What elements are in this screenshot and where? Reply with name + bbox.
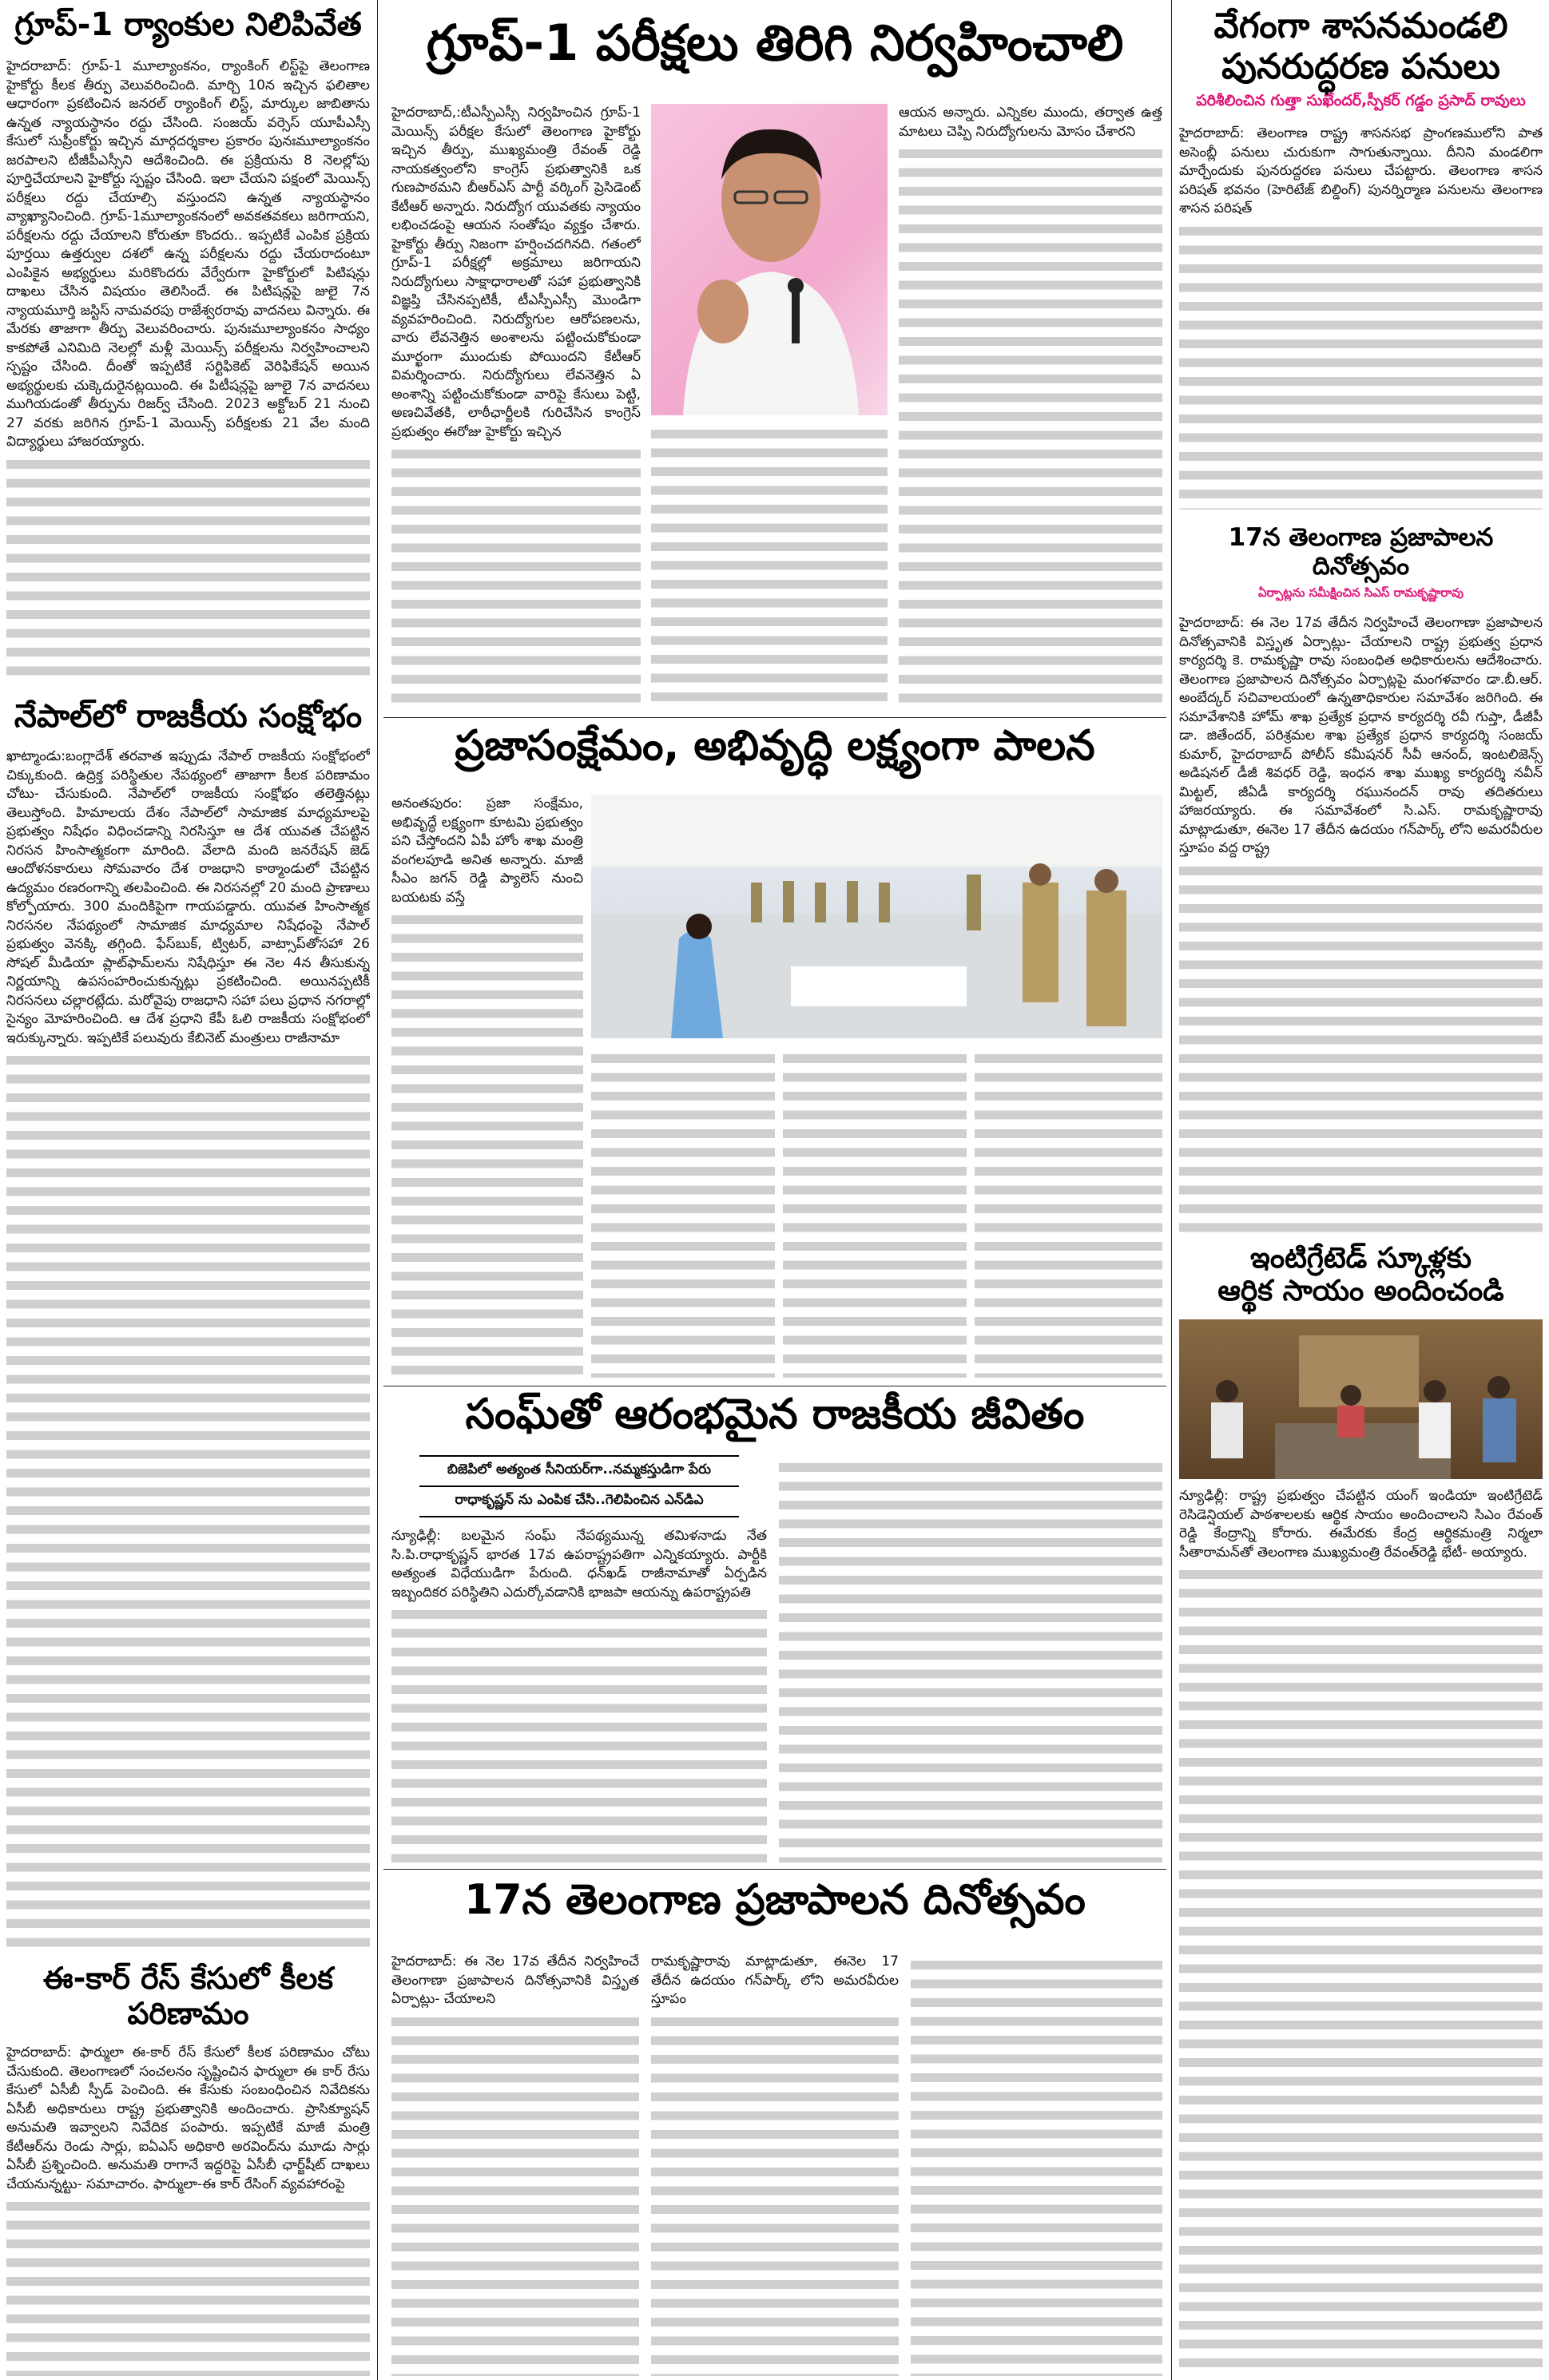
- article-group1-exam-col3: [899, 104, 1162, 711]
- headline: ఇంటిగ్రేటెడ్ స్కూళ్లకు: [1250, 1242, 1472, 1275]
- kicker-line: బిజెపిలో అత్యంత సీనియర్‌గా..నమ్మకస్తుడిగా పేరు: [447, 1462, 712, 1478]
- anitha-event-photo: [591, 795, 1162, 1038]
- article-body: హైదరాబాద్: ఫార్ములా ఈ-కార్ రేస్ కేసులో కీలక పరిణామం చోటు చేసుకుంది. తెలంగాణలో సంచలనం సృష్టించిన ఫార్ములా ఈ కార్ రేసు కేసులో ఏసీబీ స్పీడ్ పెంచింది. ఈ కేసుకు సంబంధించిన నివేదికను ఏసీబీ అధికారులు రాష్ట్ర ప్రభుత్వానికి అందించారు. ప్రాసిక్యూషన్ అనుమతి ఇవ్వాలని నివేదిక పంపారు. ఇప్పటికే మాజీ మంత్రి కేటీఆర్‌ను రెండు సార్లు, ఐఏఎస్ అధికారి అరవింద్‌ను మూడు సార్లు ఏసీబీ ప్రశ్నించింది. అనుమతి రాగానే ఇద్దరిపై ఏసీబీ ఛార్జ్‌షీట్ దాఖలు చేయనున్నట్టు- సమాచారం. ఫార్ములా-ఈ కార్ రేసింగ్ వ్యవహారంపై: [6, 2045, 370, 2192]
- section-divider: [383, 717, 1166, 718]
- column-divider: [377, 0, 378, 2380]
- article-body: హైదరాబాద్,:టీఎస్పీఎస్సీ నిర్వహించిన గ్రూప్-1 మెయిన్స్ పరీక్షల కేసులో తెలంగాణ హైకోర్టు ఇచ్చిన తీర్పు, ముఖ్యమంత్రి రేవంత్ రెడ్డి నాయకత్వంలోని కాంగ్రెస్ ప్రభుత్వానికి ఒక గుణపాఠమని బీఆర్ఎస్ పార్టీ వర్కింగ్ ప్రెసిడెంట్ కేటీఆర్ అన్నారు. నిరుద్యోగ యువతకు న్యాయం లభించడంపై ఆయన సంతోషం వ్యక్తం చేశారు. హైకోర్టు తీర్పు నిజంగా హర్షించదగినది. గతంలో గ్రూప్-1 పరీక్షల్లో అక్రమాలు జరిగాయని నిరుద్యోగులు సాక్షాధారాలతో సహా ప్రభుత్వానికి విజ్ఞప్తి చేసినప్పటికీ, టీఎస్పీఎస్సీ మొండిగా వ్యవహరించింది. నిరుద్యోగుల ఆరోపణలను, వారు లేవనెత్తిన అంశాలను పట్టించుకోకుండా మూర్ఖంగా ముందుకు పోయిందని కేటీఆర్ విమర్శించారు. నిరుద్యోగులు లేవనెత్తిన ఏ అంశాన్ని పట్టించుకోకుండా వారిపై కేసులు పెట్టి, అణచివేతకి, లాఠీఛార్జీలకి గురిచేసిన కాంగ్రెస్ ప్రభుత్వం ఈరోజు హైకోర్టు ఇచ్చిన: [391, 105, 641, 440]
- body-text-continued: [911, 1956, 1162, 2376]
- body-text-continued: [6, 2197, 370, 2376]
- body-text-continued: [651, 2013, 899, 2377]
- headline-welfare: ప్రజాసంక్షేమం, అభివృద్ధి లక్ష్యంగా పాలన: [455, 722, 1095, 770]
- headline: నేపాల్‌లో రాజకీయ సంక్షోభం: [14, 698, 363, 735]
- body-text-continued: [591, 1049, 775, 1378]
- article-group1-ranks: [6, 6, 370, 685]
- column-divider: [1171, 0, 1172, 2380]
- article-body: హైదరాబాద్: ఈ నెల 17వ తేదీన నిర్వహించే తెలంగాణా ప్రజాపాలన దినోత్సవానికి విస్తృత ఏర్పాట్లు- చేయాలని: [391, 1954, 639, 2007]
- article-group1-exam-col2: [651, 422, 888, 711]
- headline: గ్రూప్-1 ర్యాంకుల నిలిపివేత: [14, 6, 362, 43]
- body-text-continued: [783, 1049, 967, 1378]
- article-body: న్యూఢిల్లీ: బలమైన సంఘ్ నేపథ్యమున్న తమిళనాడు నేత సి.పి.రాధాకృష్ణన్ భారత 17వ ఉపరాష్ట్రపతిగా ఎన్నికయ్యారు. పార్టీకి అత్యంత విధేయుడిగా పేరుంది. ధన్‌ఖడ్ రాజీనామాతో ఏర్పడిన ఇబ్బందికర పరిస్థితిని ఎదుర్కోవడానికి భాజపా ఆయన్ను ఉపరాష్ట్రపతి: [391, 1528, 767, 1601]
- headline-sangh: సంఘ్‌తో ఆరంభమైన రాజకీయ జీవితం: [465, 1390, 1085, 1438]
- body-text-continued: [6, 1051, 370, 1947]
- article-body: హైదరాబాద్: గ్రూప్-1 మూల్యాంకనం, ర్యాంకింగ్ లిస్ట్‌పై తెలంగాణ హైకోర్టు కీలక తీర్పు వెలువరించింది. మార్చి 10న ఇచ్చిన ఫలితాల ఆధారంగా ప్రకటించిన జనరల్ ర్యాంకింగ్ లిస్ట్, మార్కుల జాబితాను ఉన్నత న్యాయస్థానం రద్దు చేసింది. సంజయ్ వర్సెస్ యూపీఎస్సీ కేసులో సుప్రీంకోర్టు ఇచ్చిన మార్గదర్శకాల ప్రకారం పునఃమూల్యాంకనం జరపాలని టీజీపీఎస్సీని ఆదేశించింది. ఈ ప్రక్రియను 8 నెలల్లోపు పూర్తిచేయాలని హైకోర్టు స్పష్టం చేసింది. ఇలా చేయని పక్షంలో మెయిన్స్ పరీక్షలు రద్దు చేయాల్సి వస్తుందని ఉన్నత న్యాయస్థానం వ్యాఖ్యానించింది. గ్రూప్-1మూల్యాంకనంలో అవకతవకలు జరిగాయని, పరీక్షలను రద్దు చేయాలని కోరుతూ కొందరు.. ఇప్పటికే ఎంపిక ప్రక్రియ పూర్తయి ఉత్తర్వుల దశలో ఉన్న పరీక్షలను రద్దు చేయరాదంటూ ఎంపికైన అభ్యర్థులు మరికొందరు వేర్వేరుగా హైకోర్టులో పిటిషన్లు దాఖలు చేసిన విషయం తెలిసిందే. ఈ పిటిషన్లపై జులై 7న న్యాయమూర్తి జస్టిస్ నామవరపు రాజేశ్వరరావు వాదనలు విన్నారు. ఈ మేరకు తాజాగా తీర్పు వెలువరించారు. పునఃమూల్యాంకనం సాధ్యం కాకపోతే ఎనిమిది నెలల్లో మళ్లీ మెయిన్స్ పరీక్షలను నిర్వహించాలని స్పష్టం చేసింది. దీంతో ఇప్పటికే సర్టిఫికెట్ వెరిఫికేషన్ అయిన అభ్యర్థులకు చుక్కెదురైనట్లయింది. ఈ పిటీషన్లపై జూలై 7న వాదనలు ముగియడంతో తీర్పును రిజర్వ్ చేసింది. 2023 అక్టోబర్ 21 నుంచి 27 వరకు జరిగిన గ్రూప్-1 మెయిన్స్ పరీక్షలకు 21 వేల మంది విద్యార్థులు హాజరయ్యారు.: [6, 58, 370, 450]
- article-body: ఖాట్మాండు:బంగ్లాదేశ్ తరవాత ఇప్పుడు నేపాల్ రాజకీయ సంక్షోభంలో చిక్కుకుంది. ఉద్రిక్త పరిస్థితుల నేపథ్యంలో తాజాగా కీలక పరిణామం చోటు- చేసుకుంది. నేపాల్‌లో రాజకీయ సంక్షోభం తలెత్తినట్లు తెలుస్తోంది. హిమాలయ దేశం నేపాల్‌లో సామాజిక మాధ్యమాలపై ప్రభుత్వం నిషేధం విధించడాన్ని నిరసిస్తూ ఆ దేశ యువత చేపట్టిన నిరసన హింసాత్మకంగా మారింది. వేలాది మంది జనరేషన్ జెడ్ ఆందోళనకారులు సోమవారం దేశ రాజధాని కాఠ్మాండులో చేపట్టిన ఉద్యమం రణరంగాన్ని తలపించింది. ఈ నిరసనల్లో 20 మంది ప్రాణాలు కోల్పోయారు. 300 మందికిపైగా గాయపడ్డారు. యువత హింసాత్మక నిరసనల నేపథ్యంలో సామాజిక మాధ్యమాల నిషేధంపై నేపాల్ ప్రభుత్వం వెనక్కి తగ్గింది. ఫేస్‌బుక్, ట్విటర్, వాట్సాప్‌తోసహా 26 సోషల్ మీడియా ప్లాట్‌ఫామ్‌లను నిషేధిస్తూ ఈ నెల 4న తీసుకున్న నిర్ణయాన్ని ఉపసంహరించుకున్నట్లు ప్రకటించింది. అయినప్పటికీ నిరసనలు చల్లారట్లేదు. మరోవైపు రాజధాని సహా పలు ప్రధాన నగరాల్లో సైన్యం మోహరించింది. ఆ దేశ ప్రధాని కేపీ ఓలి రాజకీయ సంక్షోభంలో ఇరుక్కున్నారు. ఇప్పటికే పలువురు కేబినెట్ మంత్రులు రాజీనామా: [6, 748, 370, 1046]
- article-body: హైదరాబాద్: తెలంగాణ రాష్ట్ర శాసనసభ ప్రాంగణములోని పాత అసెంబ్లీ పనులు చురుకుగా సాగుతున్నాయి. దీనిని మండలిగా మార్చేందుకు పునరుద్దరణ పనులు చేపట్టారు. తెలంగాణ శాసన పరిషత్ భవనం (హెరిటేజ్ బిల్డింగ్) పునర్నిర్మాణ పనులను తెలంగాణ శాసన పరిషత్: [1179, 125, 1543, 217]
- body-text-continued: [6, 455, 370, 686]
- article-welfare-col3: [783, 1046, 967, 1378]
- article-council: [1179, 6, 1543, 510]
- article-praja-palana-col2: [651, 1953, 899, 2376]
- headline: వేగంగా శాసనమండలి పునరుద్ధరణ పనులు: [1213, 6, 1508, 87]
- body-text-continued: [1179, 1565, 1543, 2376]
- body-text-continued: [391, 910, 583, 1378]
- article-group1-exam-col1: [391, 104, 641, 711]
- body-text-continued: [1179, 222, 1543, 510]
- cm-meeting-photo: [1179, 1319, 1543, 1479]
- article-ecar-race: [6, 1957, 370, 2376]
- headline-praja-palana: 17న తెలంగాణ ప్రజాపాలన దినోత్సవం: [464, 1876, 1086, 1924]
- subheadline: పరిశీలించిన గుత్తా సుఖేందర్,స్పీకర్ గడ్డం ప్రసాద్ రావులు: [1196, 92, 1526, 110]
- headline: ఈ-కార్ రేస్ కేసులో కీలక పరిణామం: [42, 1961, 334, 2031]
- body-text-continued: [779, 1458, 1162, 1862]
- article-sangh-col2: [779, 1455, 1162, 1862]
- subheadline: ఏర్పాట్లను సమీక్షించిన సిఎస్ రామకృష్ణారావు: [1258, 585, 1464, 601]
- article-welfare-col4: [975, 1046, 1162, 1378]
- article-welfare-col1: [391, 795, 583, 1378]
- headline: 17న తెలంగాణ ప్రజాపాలన దినోత్సవం: [1228, 523, 1494, 581]
- article-body: రామకృష్ణారావు మాట్లాడుతూ, ఈనెల 17 తేదీన ఉదయం గన్‌పార్క్ లోని అమరవీరుల స్తూపం: [651, 1954, 899, 2007]
- ktr-photo: [651, 104, 888, 415]
- schools-headline-block: [1179, 1242, 1543, 1318]
- article-body: హైదరాబాద్: ఈ నెల 17వ తేదీన నిర్వహించే తెలంగాణా ప్రజాపాలన దినోత్సవానికి విస్తృత ఏర్పాట్లు- చేయాలని రాష్ట్ర ప్రభుత్వ ప్రధాన కార్యదర్శి కె. రామకృష్ణా రావు సంబంధిత అధికారులను ఆదేశించారు. తెలంగాణ ప్రజాపాలన దినోత్సవం ఏర్పాట్లపై మంగళవారం డా.బీ.ఆర్. అంబేద్కర్ సచివాలయంలో ఉన్నతాధికారుల సమావేశం జరిగింది. ఈ సమావేశానికి హోమ్ శాఖ ప్రత్యేక ప్రధాన కార్యదర్శి రవీ గుప్తా, డీజీపీ డా. జితేందర్, పరిశ్రమల శాఖ ప్రత్యేక ప్రధాన కార్యదర్శి సంజయ్ కుమార్, హైదరాబాద్ పోలీస్ కమీషనర్ సీవీ ఆనంద్, ఇంటలిజెన్స్ అడిషనల్ డీజీ శివధర్ రెడ్డి, ఇంధన శాఖ ముఖ్య కార్యదర్శి నవీన్ మిట్టల్, జీఏడీ కార్యదర్శి రఘునందన్ రావు తదితరులు హాజరయ్యారు. ఈ సమావేశంలో సి.ఎస్. రామకృష్ణారావు మాట్లాడుతూ, ఈనెల 17 తేదీన ఉదయం గన్‌పార్క్ లోని అమరవీరుల స్తూపం వద్ద రాష్ట్ర: [1179, 615, 1543, 857]
- kicker-line: రాధాకృష్ణన్ ను ఎంపిక చేసి..గెలిపించిన ఎన్‌డిఎ: [419, 1486, 739, 1516]
- body-text-continued: [975, 1049, 1162, 1378]
- headline: ఆర్థిక సాయం అందించండి: [1217, 1275, 1504, 1308]
- article-praja-palana-col1: [391, 1953, 639, 2376]
- article-sangh-col1: [391, 1455, 767, 1862]
- kicker-box: [419, 1455, 739, 1517]
- article-praja-palana-col3: [911, 1953, 1162, 2376]
- article-praja-palana-right: [1179, 518, 1543, 1232]
- main-headline: గ్రూప్-1 పరీక్షలు తిరిగి నిర్వహించాలి: [426, 14, 1124, 72]
- section-divider: [383, 1869, 1166, 1870]
- body-text-continued: [391, 445, 641, 711]
- article-welfare-col2: [591, 1046, 775, 1378]
- body-text-continued: [1179, 862, 1543, 1232]
- article-schools: [1179, 1487, 1543, 2376]
- body-text-continued: [391, 2013, 639, 2377]
- body-text-continued: [391, 1605, 767, 1862]
- article-nepal: [6, 693, 370, 1947]
- article-body: న్యూఢిల్లీ: రాష్ట్ర ప్రభుత్వం చేపట్టిన యంగ్ ఇండియా ఇంటిగ్రేటెడ్ రెసిడెన్షియల్ పాఠశాలలకు ఆర్థిక సాయం అందించాలని సిఎం రేవంత్ రెడ్డి కేంద్రాన్ని కోరారు. ఈమేరకు కేంద్ర ఆర్థికమంత్రి నిర్మలా సీతారామన్‌తో తెలంగాణ ముఖ్యమంత్రి రేవంత్‌రెడ్డి భేటీ- అయ్యారు.: [1179, 1488, 1543, 1561]
- body-text-continued: [899, 145, 1162, 711]
- body-text-continued: [651, 425, 888, 711]
- article-body: అనంతపురం: ప్రజా సంక్షేమం, అభివృద్ధే లక్ష్యంగా కూటమి ప్రభుత్వం పని చేస్తోందని ఏపీ హోం శాఖ మంత్రి వంగలపూడి అనిత అన్నారు. మాజీ సీఎం జగన్ రెడ్డి ప్యాలెస్ నుంచి బయటకు వస్తే: [391, 795, 583, 906]
- article-body: ఆయన అన్నారు. ఎన్నికల ముందు, తర్వాత ఉత్త మాటలు చెప్పి నిరుద్యోగులను మోసం చేశారని: [899, 105, 1162, 140]
